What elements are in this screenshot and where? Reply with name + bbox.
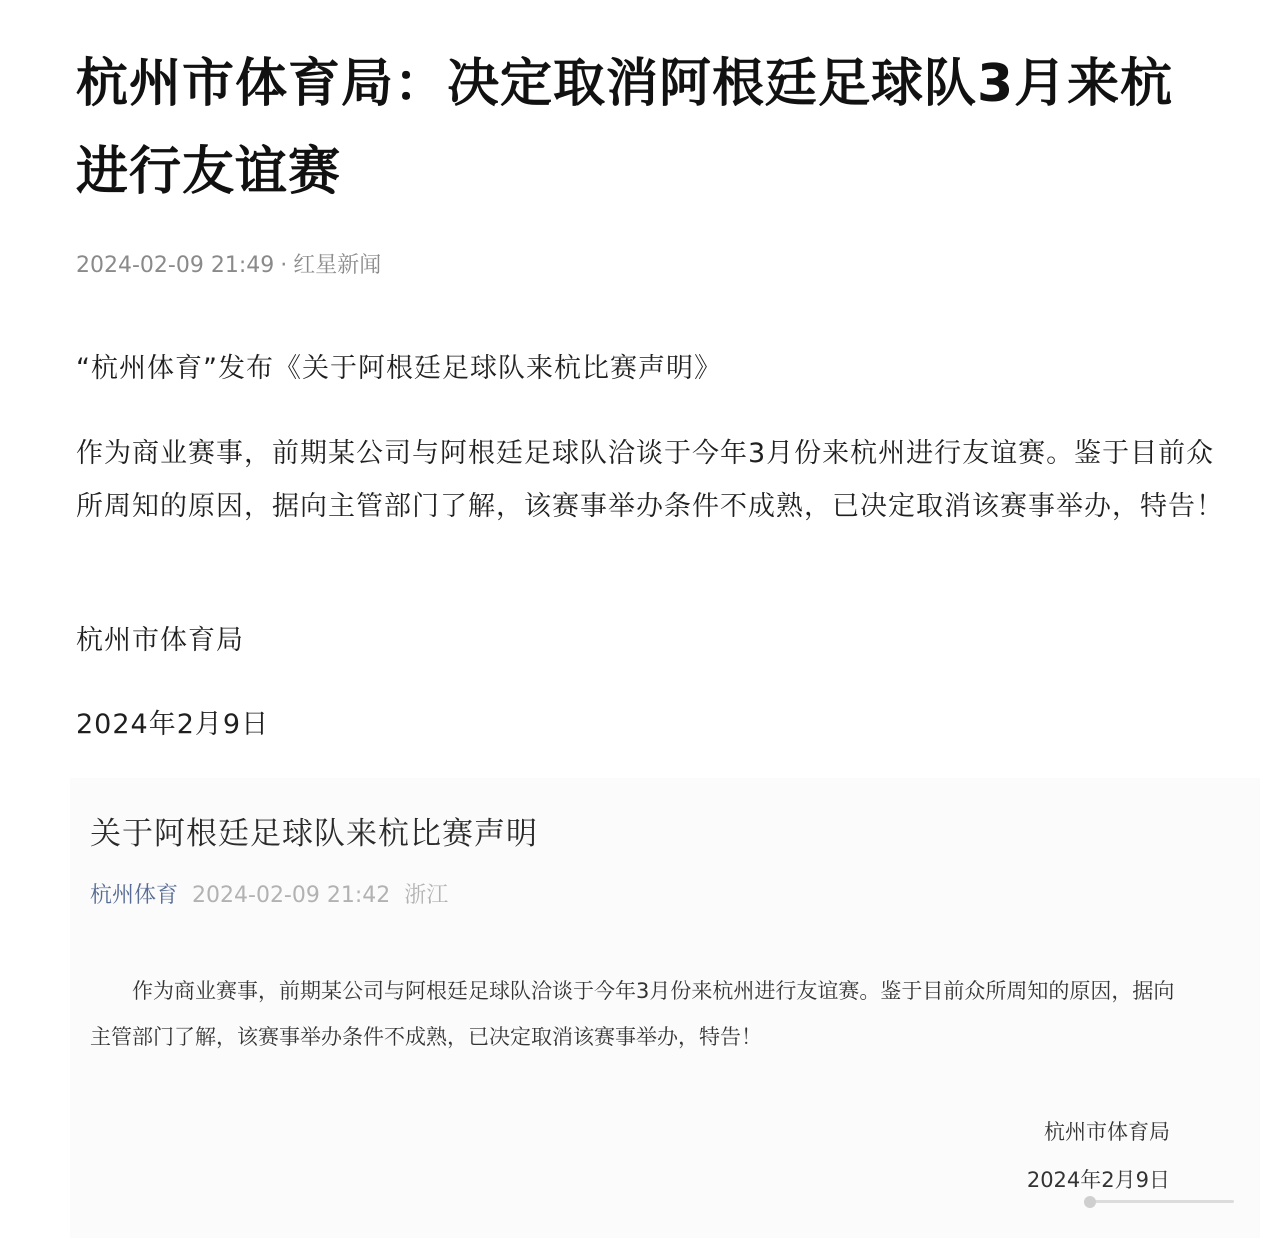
statement-region: 浙江 xyxy=(404,883,449,908)
statement-datetime: 2024-02-09 21:42 xyxy=(192,883,391,908)
statement-body: 作为商业赛事，前期某公司与阿根廷足球队洽谈于今年3月份来杭州进行友谊赛。鉴于目前众所周知的原因，据向主管部门了解，该赛事举办条件不成熟，已决定取消该赛事举办，特告！ xyxy=(90,979,1175,1049)
statement-date: 2024年2月9日 xyxy=(1026,1168,1170,1192)
article-datetime: 2024-02-09 21:49 xyxy=(76,253,275,278)
article-source[interactable]: 红星新闻 xyxy=(293,253,382,278)
article-meta xyxy=(76,248,381,279)
statement-signature: 杭州市体育局 xyxy=(1044,1120,1170,1144)
meta-separator: · xyxy=(280,253,288,278)
watermark-icon xyxy=(1084,1196,1234,1208)
statement-meta xyxy=(90,878,448,909)
paragraph-signature: 杭州市体育局 xyxy=(76,625,244,656)
article-headline: 杭州市体育局：决定取消阿根廷足球队3月来杭进行友谊赛 xyxy=(76,54,1174,202)
paragraph-body: 作为商业赛事，前期某公司与阿根廷足球队洽谈于今年3月份来杭州进行友谊赛。鉴于目前众所周知的原因，据向主管部门了解，该赛事举办条件不成熟，已决定取消该赛事举办，特告！ xyxy=(76,438,1224,522)
embedded-statement-screenshot[interactable] xyxy=(70,778,1260,1238)
paragraph-intro: “杭州体育”发布《关于阿根廷足球队来杭比赛声明》 xyxy=(76,353,722,384)
paragraph-date: 2024年2月9日 xyxy=(76,709,270,740)
statement-title: 关于阿根廷足球队来杭比赛声明 xyxy=(90,816,538,852)
statement-source: 杭州体育 xyxy=(90,883,179,908)
